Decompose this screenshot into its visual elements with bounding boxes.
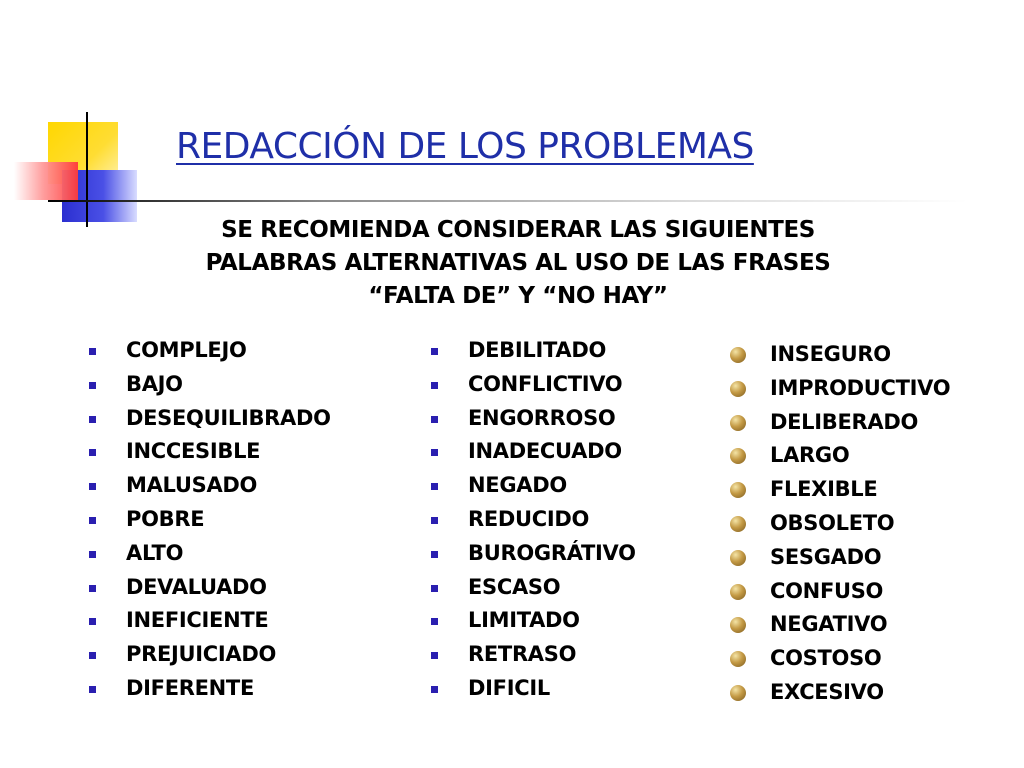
- list-item-label: ESCASO: [468, 574, 561, 599]
- list-item-label: POBRE: [126, 506, 205, 531]
- list-item: [730, 439, 950, 473]
- list-item: [89, 368, 331, 402]
- list-item: [431, 571, 636, 605]
- list-item-label: OBSOLETO: [770, 510, 895, 535]
- square-bullet-icon: [89, 585, 96, 592]
- subtitle-line: SE RECOMIENDA CONSIDERAR LAS SIGUIENTES: [221, 217, 815, 243]
- list-item: [730, 372, 950, 406]
- list-item-label: LARGO: [770, 443, 850, 468]
- red-square: [14, 162, 78, 200]
- subtitle-line: PALABRAS ALTERNATIVAS AL USO DE LAS FRASES: [205, 250, 831, 276]
- list-item-label: DEVALUADO: [126, 574, 267, 599]
- square-bullet-icon: [431, 551, 438, 558]
- list-item: [89, 435, 331, 469]
- list-item-label: PREJUICIADO: [126, 642, 277, 667]
- square-bullet-icon: [89, 483, 96, 490]
- list-item: [730, 608, 950, 642]
- list-item: [89, 402, 331, 436]
- list-item: [431, 638, 636, 672]
- square-bullet-icon: [89, 449, 96, 456]
- square-bullet-icon: [431, 686, 438, 693]
- decorative-squares: [0, 0, 150, 240]
- list-item-label: CONFUSO: [770, 578, 884, 603]
- ball-bullet-icon: [730, 448, 746, 464]
- list-item: [431, 604, 636, 638]
- ball-bullet-icon: [730, 415, 746, 431]
- ball-bullet-icon: [730, 550, 746, 566]
- list-item: [431, 368, 636, 402]
- square-bullet-icon: [89, 618, 96, 625]
- list-item: [89, 334, 331, 368]
- square-bullet-icon: [89, 686, 96, 693]
- list-item: [431, 435, 636, 469]
- ball-bullet-icon: [730, 584, 746, 600]
- list-item: [431, 469, 636, 503]
- list-item-label: DESEQUILIBRADO: [126, 405, 331, 430]
- list-item-label: INADECUADO: [468, 439, 622, 464]
- ball-bullet-icon: [730, 381, 746, 397]
- ball-bullet-icon: [730, 617, 746, 633]
- ball-bullet-icon: [730, 685, 746, 701]
- list-item-label: ALTO: [126, 540, 184, 565]
- list-item: [89, 638, 331, 672]
- word-list-column-1: [89, 334, 331, 706]
- square-bullet-icon: [89, 382, 96, 389]
- ball-bullet-icon: [730, 347, 746, 363]
- list-item-label: COSTOSO: [770, 646, 882, 671]
- square-bullet-icon: [431, 585, 438, 592]
- list-item-label: DIFERENTE: [126, 675, 254, 700]
- list-item-label: MALUSADO: [126, 473, 258, 498]
- list-item: [89, 672, 331, 706]
- list-item-label: NEGADO: [468, 473, 567, 498]
- list-item-label: BUROGRÁTIVO: [468, 540, 636, 565]
- list-item-label: REDUCIDO: [468, 506, 590, 531]
- list-item: [89, 571, 331, 605]
- title-divider: [48, 200, 968, 202]
- square-bullet-icon: [89, 551, 96, 558]
- list-item-label: DEBILITADO: [468, 338, 607, 362]
- list-item: [431, 672, 636, 706]
- square-bullet-icon: [431, 348, 438, 355]
- word-list-column-2: [431, 334, 636, 706]
- list-item: [431, 402, 636, 436]
- list-item: [89, 503, 331, 537]
- square-bullet-icon: [89, 517, 96, 524]
- list-item: [431, 334, 636, 368]
- list-item-label: EXCESIVO: [770, 679, 884, 704]
- list-item-label: CONFLICTIVO: [468, 371, 623, 396]
- list-item-label: INEFICIENTE: [126, 608, 269, 633]
- list-item: [89, 537, 331, 571]
- square-bullet-icon: [431, 416, 438, 423]
- square-bullet-icon: [431, 652, 438, 659]
- list-item-label: ENGORROSO: [468, 405, 616, 430]
- list-item-label: IMPRODUCTIVO: [770, 375, 951, 400]
- square-bullet-icon: [89, 416, 96, 423]
- ball-bullet-icon: [730, 651, 746, 667]
- vertical-line: [86, 112, 88, 227]
- list-item: [730, 507, 950, 541]
- list-item-label: LIMITADO: [468, 608, 580, 633]
- list-item-label: DIFICIL: [468, 675, 550, 700]
- square-bullet-icon: [431, 382, 438, 389]
- list-item-label: RETRASO: [468, 642, 577, 667]
- list-item-label: SESGADO: [770, 544, 882, 569]
- list-item-label: FLEXIBLE: [770, 477, 878, 502]
- page-title: REDACCIÓN DE LOS PROBLEMAS: [176, 126, 754, 167]
- square-bullet-icon: [431, 483, 438, 490]
- square-bullet-icon: [89, 652, 96, 659]
- list-item: [730, 541, 950, 575]
- ball-bullet-icon: [730, 482, 746, 498]
- list-item: [730, 642, 950, 676]
- list-item-label: BAJO: [126, 371, 183, 396]
- subtitle: [110, 214, 926, 313]
- square-bullet-icon: [431, 517, 438, 524]
- list-item: [730, 473, 950, 507]
- list-item-label: INSEGURO: [770, 342, 891, 366]
- square-bullet-icon: [431, 618, 438, 625]
- list-item-label: COMPLEJO: [126, 338, 247, 362]
- list-item: [89, 469, 331, 503]
- list-item: [730, 406, 950, 440]
- ball-bullet-icon: [730, 516, 746, 532]
- list-item-label: INCCESIBLE: [126, 439, 261, 464]
- list-item-label: NEGATIVO: [770, 612, 888, 637]
- list-item: [730, 338, 950, 372]
- list-item: [730, 676, 950, 710]
- list-item: [730, 575, 950, 609]
- subtitle-line: “FALTA DE” Y “NO HAY”: [368, 283, 668, 309]
- list-item-label: DELIBERADO: [770, 409, 919, 434]
- square-bullet-icon: [431, 449, 438, 456]
- list-item: [89, 604, 331, 638]
- list-item: [431, 537, 636, 571]
- list-item: [431, 503, 636, 537]
- word-list-column-3: [730, 338, 950, 710]
- square-bullet-icon: [89, 348, 96, 355]
